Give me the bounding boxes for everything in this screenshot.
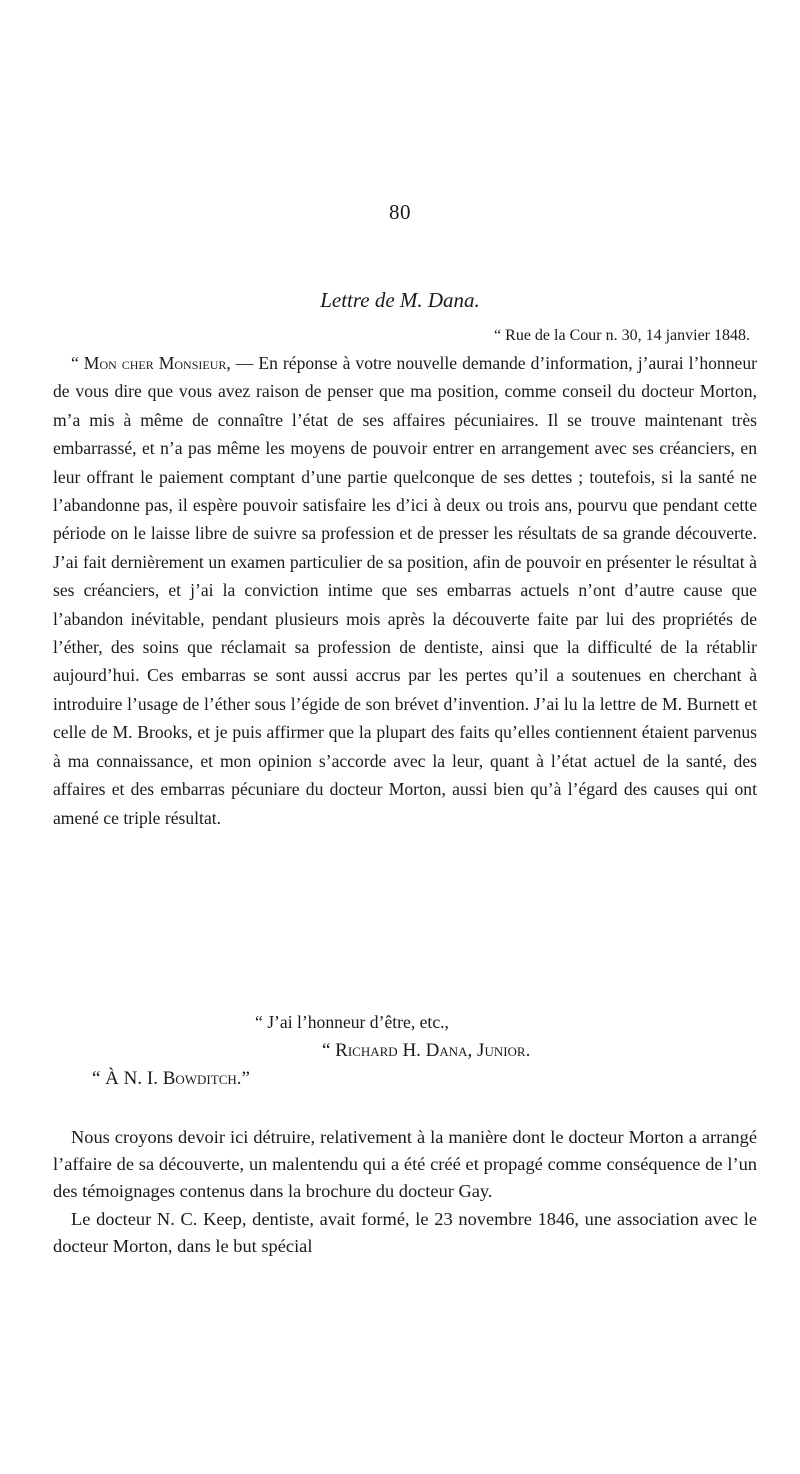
page-number: 80 bbox=[389, 200, 411, 224]
letter-salutation: “ Mon cher Monsieur, bbox=[71, 353, 231, 373]
letter-addressee: “ À N. I. Bowditch.” bbox=[92, 1068, 250, 1089]
commentary-paragraph-2: Le docteur N. C. Keep, dentiste, avait formé, le 23 novembre 1846, une association avec le docteur Morton, dans le but spécial bbox=[53, 1208, 757, 1256]
letter-body bbox=[53, 349, 757, 832]
commentary-paragraph-1: Nous croyons devoir ici détruire, relativement à la manière dont le docteur Morton a arrangé l’affaire de sa découverte, un malentendu qui a été créé et propagé comme conséquence de l’un des témoignages contenus dans la brochure du docteur Gay. bbox=[53, 1127, 757, 1202]
letter-title: Lettre de M. Dana. bbox=[320, 288, 480, 312]
letter-closing: “ J’ai l’honneur d’être, etc., bbox=[255, 1012, 449, 1032]
letter-text: — En réponse à votre nouvelle demande d’information, j’aurai l’honneur de vous dire que vous avez raison de penser que ma position, comme conseil du docteur Morton, m’a mis à même de connaître l’état de ses affaires pécuniaires. Il se trouve maintenant très embarrassé, et n’a pas même les moyens de pouvoir entrer en arrangement avec ses créanciers, en leur offrant le paiement comptant d’une partie quelconque de ses dettes ; toutefois, si la santé ne l’abandonne pas, il espère pouvoir satisfaire les d’ici à deux ou trois ans, pourvu que pendant cette période on le laisse libre de suivre sa profession et de presser les résultats de sa grande découverte. J’ai fait dernièrement un examen particulier de sa position, afin de pouvoir en présenter le résultat à ses créanciers, et j’ai la conviction intime que ses embarras actuels n’ont d’autre cause que l’abandon inévitable, pendant plusieurs mois après la découverte faite par lui des propriétés de l’éther, des soins que réclamait sa profession de dentiste, ainsi que la difficulté de la rétablir aujourd’hui. Ces embarras se sont aussi accrus par les pertes qu’il a soutenues en cherchant à introduire l’usage de l’éther sous l’égide de son brévet d’invention. J’ai lu la lettre de M. Burnett et celle de M. Brooks, et je puis affirmer que la plupart des faits qu’elles contiennent étaient parvenus à ma connaissance, et mon opinion s’accorde avec la leur, quant à l’état actuel de la santé, des affaires et des embarras pécuniare du docteur Morton, aussi bien qu’à l’égard des causes qui ont amené ce triple résultat. bbox=[53, 353, 757, 828]
commentary-section bbox=[53, 1124, 757, 1260]
letter-signature: “ Richard H. Dana, Junior. bbox=[322, 1040, 531, 1061]
letter-paragraph bbox=[53, 349, 757, 832]
letter-dateline: “ Rue de la Cour n. 30, 14 janvier 1848. bbox=[494, 327, 750, 344]
